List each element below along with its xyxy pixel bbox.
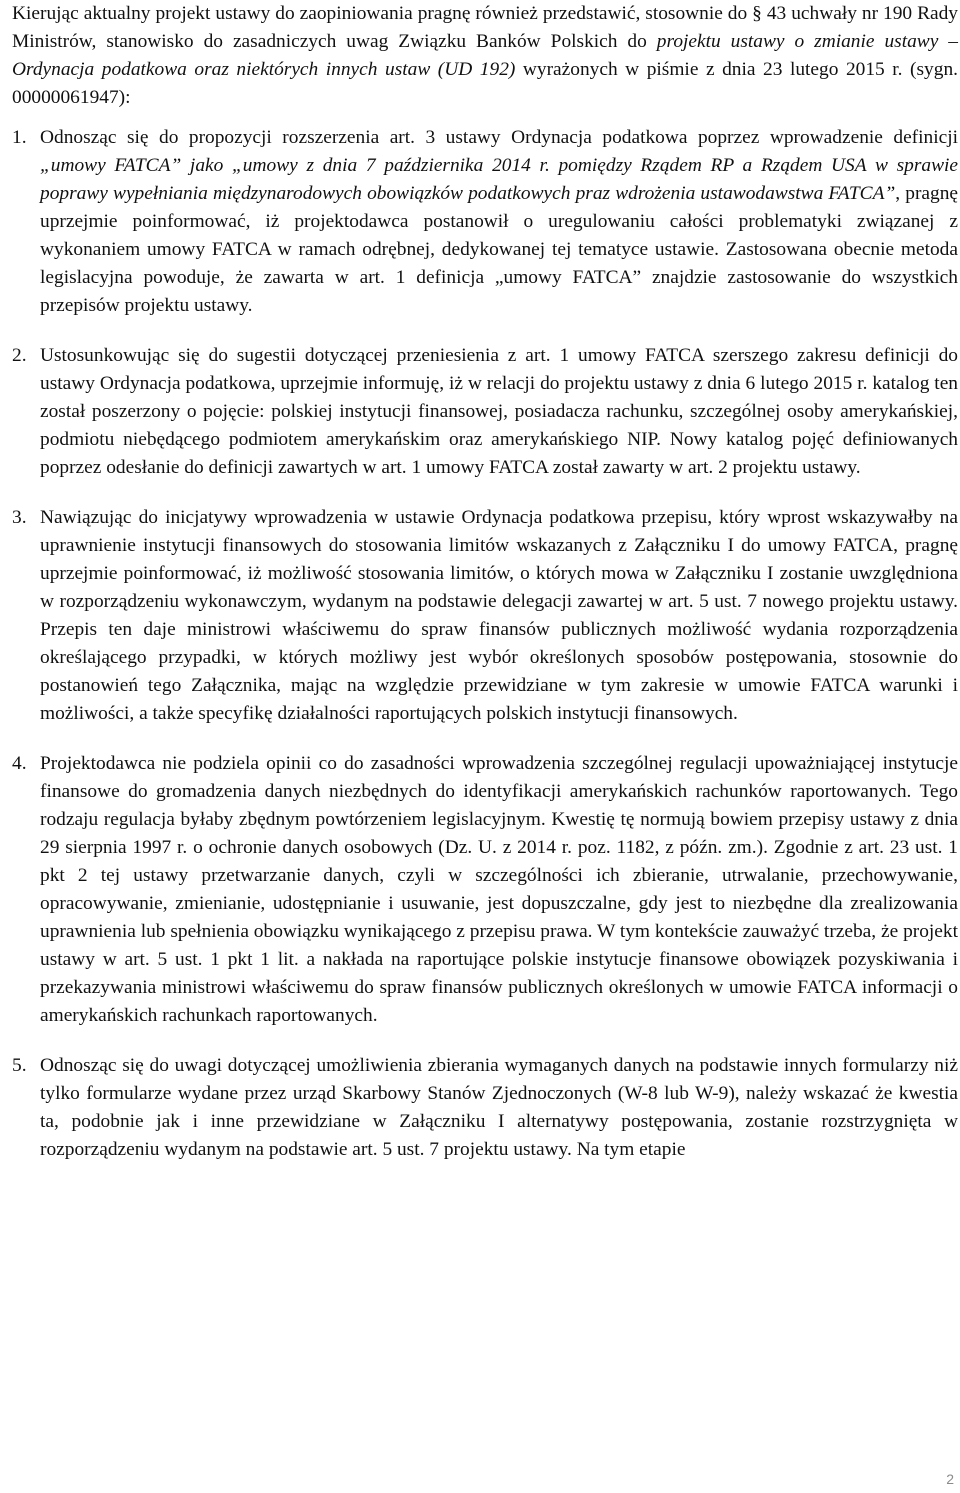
point-text: Projektodawca nie podziela opinii co do zasadności wprowadzenia szczególnej regulacji upoważniającej instytucje finansowe do gromadzenia danych niezbędnych do identyfikacji amerykańskich rachunków raportowanych. Tego rodzaju regulacja byłaby zbędnym powtórzeniem legislacyjnym. Kwestię tę normują bowiem przepisy ustawy z dnia 29 sierpnia 1997 r. o ochronie danych osobowych (Dz. U. z 2014 r. poz. 1182, z późn. zm.). Zgodnie z art. 23 ust. 1 pkt 2 tej ustawy przetwarzanie danych, czyli w szczególności ich zbieranie, utrwalanie, przechowywanie, opracowywanie, zmienianie, udostępnianie i usuwanie, jest dopuszczalne, gdy jest to niezbędne dla zrealizowania uprawnienia lub spełnienia obowiązku wynikającego z przepisu prawa. W tym kontekście zauważyć trzeba, że projekt ustawy w art. 5 ust. 1 pkt 1 lit. a nakłada na raportujące polskie instytucje finansowe obowiązek pozyskiwania i przekazywania ministrowi właściwemu do spraw finansów publicznych określonych w umowie FATCA informacji o amerykańskich rachunkach raportowanych. <box>40 753 958 1026</box>
point-definition-italic: „umowy FATCA” jako „umowy z dnia 7 października 2014 r. pomiędzy Rządem RP a Rządem USA w sprawie poprawy wypełniania międzynarodowych obowiązków podatkowych praz wdrożenia ustawodawstwa FATCA” <box>40 155 958 204</box>
point-number: 2. <box>12 345 27 366</box>
point-number: 1. <box>12 127 27 148</box>
page-number: 2 <box>946 1471 954 1487</box>
point-item-4 <box>12 750 958 1030</box>
intro-text-start: Kierując aktualny projekt ustawy do zaopiniowania pragnę również przedstawić, stosownie do § 43 uchwały nr 190 Rady Ministrów, stanowisko do zasadniczych uwag Związku Banków Polskich do <box>12 3 958 52</box>
point-text-end: , pragnę uprzejmie poinformować, iż projektodawca postanowił o uregulowaniu całości problematyki związanej z wykonaniem umowy FATCA w ramach odrębnej, dedykowanej tej tematyce ustawie. Zastosowana obecnie metoda legislacyjna powoduje, że zawarta w art. 1 definicja „umowy FATCA” znajdzie zastosowanie do wszystkich przepisów projektu ustawy. <box>40 183 959 316</box>
point-number: 4. <box>12 753 27 774</box>
document-page <box>12 0 958 1164</box>
point-item-5 <box>12 1052 958 1164</box>
intro-text-end: wyrażonych w piśmie z dnia 23 lutego 2015 r. (sygn. 00000061947): <box>12 59 958 108</box>
points-list <box>12 124 958 1164</box>
point-item-2 <box>12 342 958 482</box>
point-number: 3. <box>12 507 27 528</box>
point-text: Odnosząc się do uwagi dotyczącej umożliwienia zbierania wymaganych danych na podstawie innych formularzy niż tylko formularze wydane przez urząd Skarbowy Stanów Zjednoczonych (W-8 lub W-9), należy wskazać że kwestia ta, podobnie jak i inne przewidziane w Załączniku I alternatywy postępowania, zostanie rozstrzygnięta w rozporządzeniu wydanym na podstawie art. 5 ust. 7 projektu ustawy. Na tym etapie <box>40 1055 958 1160</box>
point-item-3 <box>12 504 958 728</box>
intro-paragraph <box>12 0 958 112</box>
intro-bill-title: projektu ustawy o zmianie ustawy – Ordynacja podatkowa oraz niektórych innych ustaw (UD 192) <box>12 31 958 80</box>
point-number: 5. <box>12 1055 27 1076</box>
point-item-1 <box>12 124 958 320</box>
point-text-start: Odnosząc się do propozycji rozszerzenia art. 3 ustawy Ordynacja podatkowa poprzez wprowadzenie definicji <box>40 127 958 148</box>
point-text: Ustosunkowując się do sugestii dotyczącej przeniesienia z art. 1 umowy FATCA szerszego zakresu definicji do ustawy Ordynacja podatkowa, uprzejmie informuję, iż w relacji do projektu ustawy z dnia 6 lutego 2015 r. katalog ten został poszerzony o pojęcie: polskiej instytucji finansowej, posiadacza rachunku, szczególnej osoby amerykańskiej, podmiotu niebędącego podmiotem amerykańskim oraz amerykańskiego NIP. Nowy katalog pojęć definiowanych poprzez odesłanie do definicji zawartych w art. 1 umowy FATCA został zawarty w art. 2 projektu ustawy. <box>40 345 958 478</box>
point-text: Nawiązując do inicjatywy wprowadzenia w ustawie Ordynacja podatkowa przepisu, który wprost wskazywałby na uprawnienie instytucji finansowych do stosowania limitów wskazanych z Załączniku I do umowy FATCA, pragnę uprzejmie poinformować, iż możliwość stosowania limitów, o których mowa w Załączniku I zostanie uwzględniona w rozporządzeniu wykonawczym, wydanym na podstawie delegacji zawartej w art. 5 ust. 7 nowego projektu ustawy. Przepis ten daje ministrowi właściwemu do spraw finansów publicznych możliwość wydania rozporządzenia określającego przypadki, w których możliwy jest wybór określonych sposobów postępowania, stosownie do postanowień tego Załącznika, mając na względzie przewidziane w tym zakresie w umowie FATCA warunki i możliwości, a także specyfikę działalności raportujących polskich instytucji finansowych. <box>40 507 958 724</box>
